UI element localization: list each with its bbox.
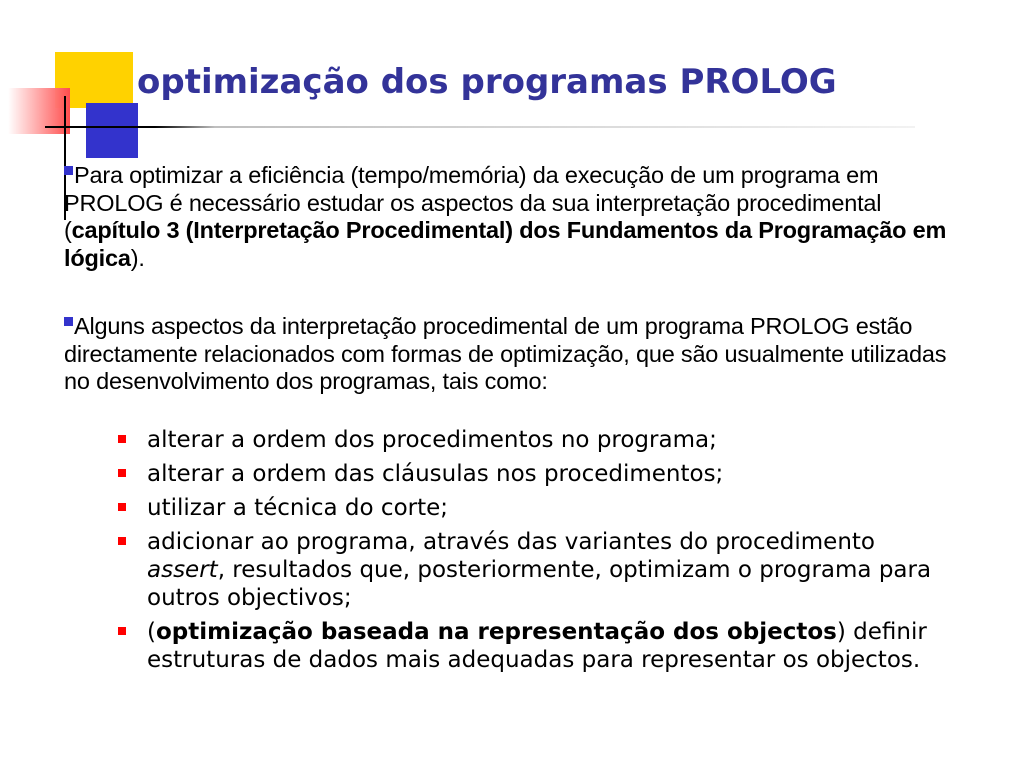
list-item-text-end: ) definir estruturas de dados mais adequadas para representar os objectos.: [147, 619, 927, 673]
paragraph-efficiency-end: ).: [130, 244, 145, 271]
paragraph-efficiency-text: Para optimizar a eficiência (tempo/memória) da execução de um programa em PROLOG é necessário estudar os aspectos da sua interpretação procedimental (: [64, 162, 882, 243]
list-item-text: utilizar a técnica do corte;: [147, 495, 449, 521]
square-bullet-icon: [64, 317, 73, 326]
paragraph-aspects: [64, 313, 964, 396]
list-item-text: alterar a ordem das cláusulas nos procedimentos;: [147, 461, 724, 487]
square-bullet-icon: [64, 166, 73, 175]
slide-title: optimização dos programas PROLOG: [137, 62, 837, 102]
red-square-bullet-icon: [118, 503, 126, 511]
title-underline-divider: [45, 126, 915, 128]
object-representation-term: optimização baseada na representação dos objectos: [155, 619, 837, 645]
list-item-text: adicionar ao programa, através das variantes do procedimento: [147, 529, 876, 555]
paragraph-aspects-text: Alguns aspectos da interpretação procedimental de um programa PROLOG estão directamente relacionados com formas de optimização, que são usualmente utilizadas no desenvolvimento dos programas, tais como:: [64, 313, 947, 394]
list-item: [117, 528, 947, 612]
red-square-bullet-icon: [118, 469, 126, 477]
red-square-bullet-icon: [118, 627, 126, 635]
list-item: [117, 494, 947, 522]
list-item-text: alterar a ordem dos procedimentos no programa;: [147, 427, 717, 453]
red-square-bullet-icon: [118, 537, 126, 545]
list-item: [117, 618, 947, 674]
list-item-text-end: , resultados que, posteriormente, optimizam o programa para outros objectivos;: [147, 557, 932, 611]
assert-term: assert: [147, 557, 218, 583]
logo-blue-block: [86, 103, 138, 158]
optimization-list: [117, 426, 947, 680]
chapter-reference: capítulo 3 (Interpretação Procedimental) dos Fundamentos da Programação em lógica: [64, 217, 947, 271]
list-item: [117, 426, 947, 454]
paragraph-efficiency: [64, 162, 964, 272]
red-square-bullet-icon: [118, 435, 126, 443]
list-item-text: (: [147, 619, 156, 645]
list-item: [117, 460, 947, 488]
